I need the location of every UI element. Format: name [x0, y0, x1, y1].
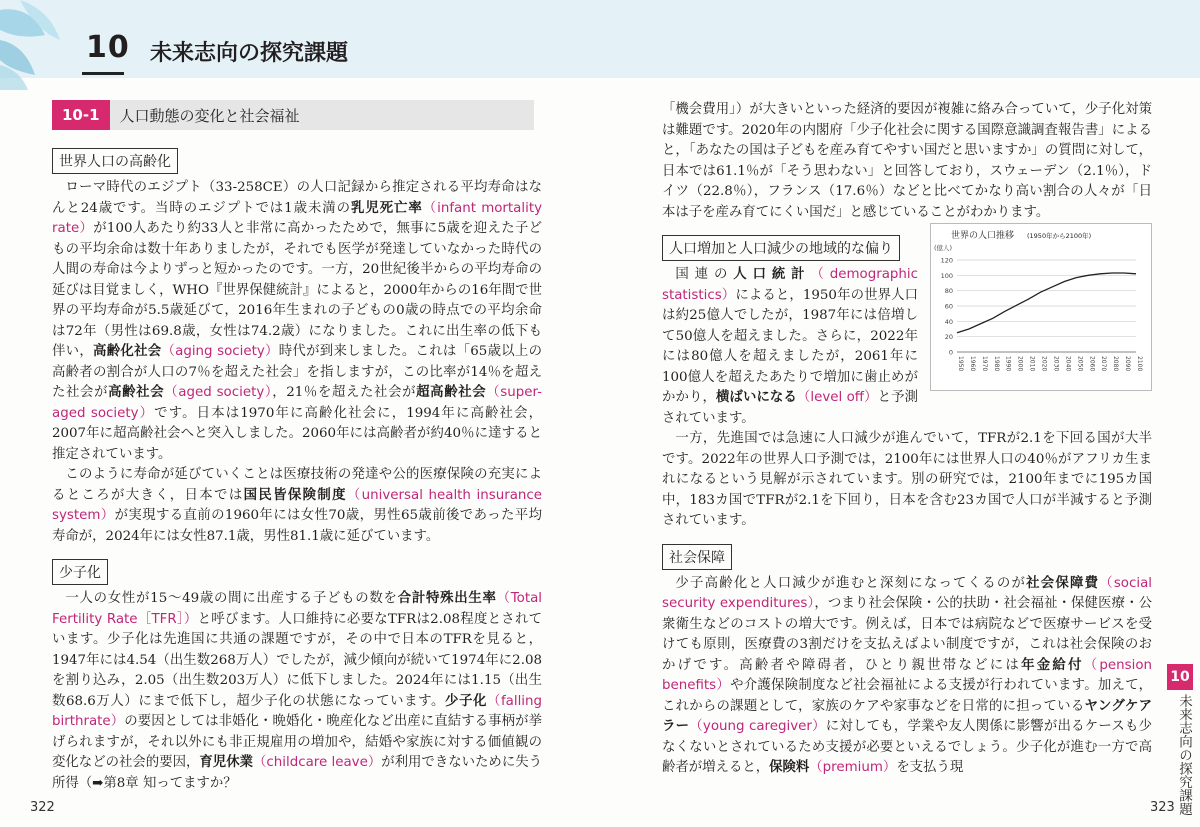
paragraph-aging-1: ローマ時代のエジプト（33-258CE）の人口記録から推定される平均寿命はなんと24歳です。当時のエジプトでは1歳未満の乳児死亡率（infant mortality rate）が100人あたり約33人と非常に高かったためで，無事に5歳を迎えた子どもの平均余命は数十年ありましたが，それでも医学が発達していなかった時代の人間の寿命は今よりずっと短かったのです。一方，20世紀後半からの平均寿命の延びは目覚ましく，WHO『世界保健統計』によると，2000年からの16年間で世界の平均寿命が5.5歳延びて，2016年生まれの子どもの0歳の時点での平均余命は72年（男性は69.8歳，女性は74.2歳）になりました。これに出生率の低下も伴い，高齢化社会（aging society）時代が到来しました。これは「65歳以上の高齢者の割合が人口の7％を超えた社会」を指しますが，この比率が14％を超えた社会が高齢社会（aged society），21％を超えた社会が超高齢社会（super-aged society）です。日本は1970年に高齢化社会に，1994年に高齢社会，2007年に超高齢社会へと突入しました。2060年には高齢者が約40％に達すると推定されています。 [52, 180, 543, 462]
chart-x-tick-label: 2000 [1016, 356, 1024, 372]
paragraph-decline: 一方，先進国では急速に人口減少が進んでいて，TFRが2.1を下回る国が大半です。2022年の世界人口予測では，2100年には世界人口の40％がアフリカ生まれになるという見解が示されています。別の研究では，2100年までに195カ国中，183カ国でTFRが2.1を下回り，日本を含む23カ国で人口が半減すると予測されています。 [662, 431, 1152, 528]
right-page [662, 100, 1152, 779]
chart-y-tick-label: 0 [948, 348, 953, 357]
chart-y-tick-label: 40 [944, 317, 953, 326]
left-page [52, 100, 542, 794]
subheading-aging: 世界人口の高齢化 [52, 148, 178, 174]
chart-x-tick-label: 2070 [1100, 356, 1108, 372]
population-chart [930, 223, 1152, 391]
chapter-number-underline [82, 72, 124, 75]
chapter-side-label: 未来志向の探究課題 [1176, 694, 1192, 816]
population-chart-svg [931, 224, 1151, 390]
chart-x-tick-label: 1950 [957, 356, 964, 372]
chart-x-tick-label: 2060 [1088, 356, 1096, 372]
chart-x-tick-label: 2030 [1052, 356, 1060, 372]
subheading-social-security: 社会保障 [662, 544, 732, 570]
chart-subtitle: (1950年から2100年) [1027, 232, 1092, 240]
subheading-regional-population: 人口増加と人口減少の地域的な偏り [662, 235, 900, 261]
chart-y-tick-label: 120 [940, 256, 953, 265]
chart-x-tick-label: 1990 [1004, 356, 1012, 372]
chart-x-tick-label: 1980 [992, 356, 1000, 372]
chart-series-line [957, 273, 1136, 333]
section-number: 10-1 [52, 100, 110, 130]
chart-title: 世界の人口推移 [951, 231, 1015, 241]
chart-y-tick-label: 20 [944, 333, 953, 342]
chapter-number: 10 [86, 30, 130, 65]
page-number-left: 322 [30, 800, 55, 815]
chart-x-tick-label: 2100 [1136, 356, 1143, 372]
chart-x-tick-label: 1960 [968, 356, 976, 372]
chart-x-tick-label: 2080 [1112, 356, 1120, 372]
chart-x-tick-label: 2050 [1076, 356, 1084, 372]
subheading-birthrate: 少子化 [52, 559, 108, 585]
section-heading [52, 100, 534, 130]
paragraph-social-security: 少子高齢化と人口減少が進むと深刻になってくるのが社会保障費（social security expenditures），つまり社会保険・公的扶助・社会福祉・保健医療・公衆衛生などのコストの増大です。例えば，日本では病院などで医療サービスを受けても原則，医療費の3割だけを支払えばよい制度ですが，これは社会保険のおかげです。高齢者や障碍者，ひとり親世帯などには年金給付（pension benefits）や介護保険制度など社会福祉による支援が行われています。加えて，これからの課題として，家族のケアや家事などを日常的に担っているヤングケアラー（young caregiver）に対しても，学業や友人関係に影響が出るケースも少なくないとされているため支援が必要といえるでしょう。少子化が進む一方で高齢者が増えると，保険料（premium）を支払う現 [662, 575, 1153, 775]
chart-x-tick-label: 2010 [1028, 356, 1036, 372]
chart-y-axis-label: (億人) [934, 244, 953, 252]
chart-x-tick-label: 2090 [1124, 356, 1132, 372]
paragraph-continued: 「機会費用」）が大きいといった経済的要因が複雑に絡み合っていて，少子化対策は難題です。2020年の内閣府「少子化社会に関する国際意識調査報告書」によると，「あなたの国は子どもを産み育てやすい国だと思いますか」の質問に対して，日本では61.1％が「そう思わない」と回答しており，スウェーデン（2.1％），ドイツ（22.8％），フランス（17.6％）などと比べてかなり高い割合の人々が「日本は子を産み育てにくい国だ」と感じていることがわかります。 [662, 102, 1152, 220]
chart-y-tick-label: 60 [944, 302, 953, 311]
paragraph-population: 国連の人口統計（demographic statistics）によると，1950年の世界人口は約25億人でしたが，1987年には倍増して50億人を超えました。さらに，2022年には80億人を超えましたが，2061年に100億人を超えたあたりで増加に歯止めがかかり，横ばいになる（level off）と予測されています。 [662, 267, 919, 426]
chart-y-tick-label: 80 [944, 287, 953, 296]
paragraph-aging-2: このように寿命が延びていくことは医療技術の発達や公的医療保険の充実によるところが大きく，日本では国民皆保険制度（universal health insurance system）が実現する直前の1960年には女性70歳，男性65歳前後であった平均寿命が，2024年には女性87.1歳，男性81.1歳に延びています。 [52, 467, 543, 544]
page-number-right: 323 [1150, 800, 1175, 815]
chart-y-tick-label: 100 [940, 271, 953, 280]
paragraph-birthrate: 一人の女性が15～49歳の間に出産する子どもの数を合計特殊出生率（Total Fertility Rate［TFR］）と呼びます。人口維持に必要なTFRは2.08程度とされています。少子化は先進国に共通の課題ですが，その中で日本のTFRを見ると，1947年には4.54（出生数268万人）でしたが，減少傾向が続いて1974年に2.08を割り込み，2.05（出生数203万人）に低下しました。2024年には1.15（出生数68.6万人）にまで低下し，超少子化の状態になっています。少子化（falling birthrate）の要因としては非婚化・晩婚化・晩産化など出産に直結する事柄が挙げられますが，それ以外にも非正規雇用の増加や，結婚や家族に対する価値観の変化などの社会的要因，育児休業（childcare leave）が利用できないために失う所得（➡第8章 知ってますか？ [52, 591, 543, 791]
chart-x-tick-label: 1970 [980, 356, 988, 372]
leaf-decoration-icon [0, 0, 80, 90]
chapter-title: 未来志向の探究課題 [150, 41, 349, 66]
chapter-side-tab: 10 [1167, 664, 1193, 690]
chart-x-tick-label: 2020 [1040, 356, 1048, 372]
chart-x-tick-label: 2040 [1064, 356, 1072, 372]
section-title: 人口動態の変化と社会福祉 [119, 106, 300, 125]
